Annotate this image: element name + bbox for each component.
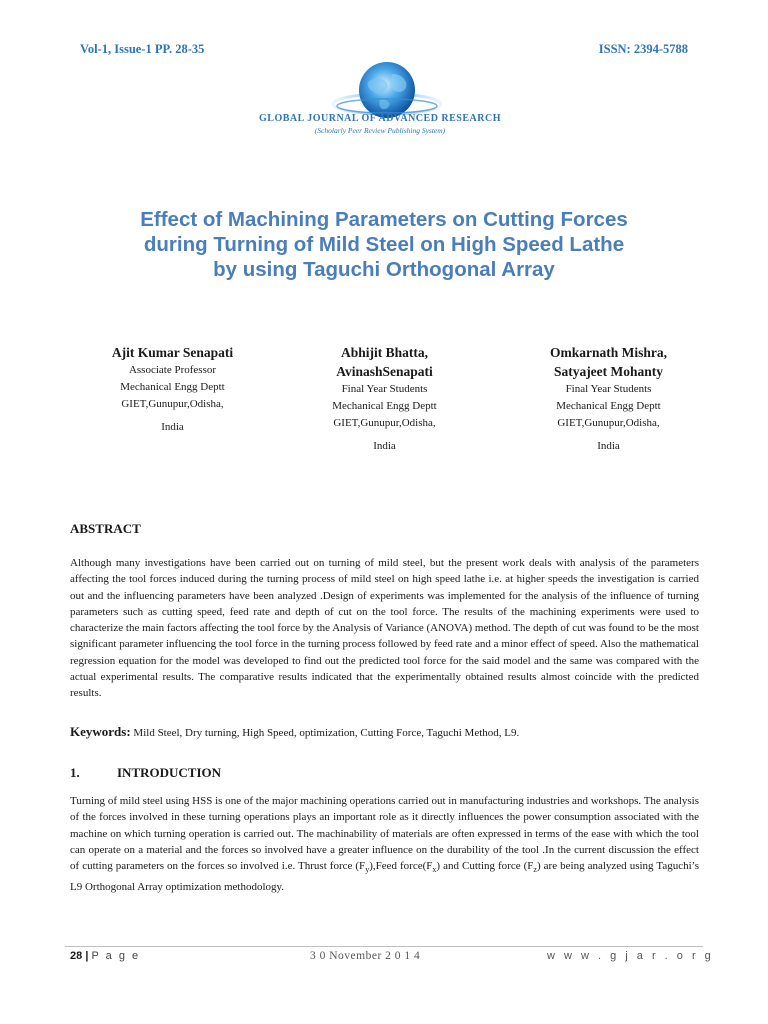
author-affiliation: GIET,Gunupur,Odisha, xyxy=(121,398,224,410)
subscript: z xyxy=(533,865,537,875)
intro-text-part: ) and Cutting force (F xyxy=(436,860,534,873)
title-line: by using Taguchi Orthogonal Array xyxy=(213,258,555,281)
author-affiliation: Final Year Students xyxy=(341,383,428,395)
author-affiliation: Associate Professor xyxy=(128,364,217,376)
page-word: P a g e xyxy=(91,950,141,962)
section-number: 1. xyxy=(70,765,80,780)
keywords xyxy=(70,724,710,740)
subscript: y xyxy=(365,865,370,875)
author-affiliation: GIET,Gunupur,Odisha, xyxy=(333,417,436,429)
introduction-heading xyxy=(70,765,221,781)
intro-text-part: ) are being analyzed using Taguchi’s L9 Orthogonal Array optimization methodology. xyxy=(70,860,699,893)
author-name: Satyajeet Mohanty xyxy=(553,364,664,379)
author-affiliation: Mechanical Engg Deptt xyxy=(332,400,437,412)
subscript: x xyxy=(432,865,437,875)
abstract-text: Although many investigations have been carried out on turning of mild steel, but the present work deals with analysis of the parameters affecting the tool forces induced during the turning process of mild steel on high speed lathe i.e. at higher speeds the investigation is carried out and the influencing parameters have been analyzed .Design of experiments was implemented for the analysis of the influence of turning parameters such as cutting speed, feed rate and depth of cut on the tool force. The results of the machining experiments were used to characterize the main factors affecting the tool force by the Analysis of Variance (ANOVA) method. The depth of cut was found to be the most significant parameter influencing the tool force in the turning process followed by feed rate and a minor effect of speed. Also the mathematical regression equation for the model was developed to find out the predicted tool force for the said model and the same was compared with the actual experimental results. The comparative results indicated that the experimentally obtained results almost coincide with the predicted results. xyxy=(70,557,699,700)
journal-logo xyxy=(205,58,565,136)
page-number xyxy=(70,950,140,962)
author-affiliation: Final Year Students xyxy=(565,383,652,395)
author-name: Ajit Kumar Senapati xyxy=(111,345,234,360)
paper-title xyxy=(60,207,708,282)
author-country: India xyxy=(373,440,396,452)
keywords-label: Keywords: xyxy=(70,724,131,739)
journal-issn: ISSN: 2394-5788 xyxy=(598,42,688,56)
abstract-heading: ABSTRACT xyxy=(70,521,141,536)
author-name: AvinashSenapati xyxy=(336,364,433,379)
page-num: 28 xyxy=(70,950,83,962)
author-block-2 xyxy=(272,343,497,455)
author-block-3 xyxy=(496,343,721,455)
introduction-text xyxy=(70,793,699,895)
author-block-1 xyxy=(60,343,285,436)
author-affiliation: GIET,Gunupur,Odisha, xyxy=(557,417,660,429)
keywords-text: Mild Steel, Dry turning, High Speed, optimization, Cutting Force, Taguchi Method, L9. xyxy=(133,727,520,739)
author-country: India xyxy=(597,440,620,452)
author-affiliation: Mechanical Engg Deptt xyxy=(120,381,225,393)
journal-volume: Vol-1, Issue-1 PP. 28-35 xyxy=(80,42,205,56)
author-name: Abhijit Bhatta, xyxy=(340,345,428,360)
page-separator: | xyxy=(85,950,89,962)
journal-name: GLOBAL JOURNAL OF ADVANCED RESEARCH xyxy=(259,113,501,124)
website-link[interactable]: w w w . g j a r . o r g xyxy=(547,950,714,962)
intro-text-part: ),Feed force(F xyxy=(369,860,433,873)
author-affiliation: Mechanical Engg Deptt xyxy=(556,400,661,412)
author-country: India xyxy=(161,421,184,433)
publication-date: 3 0 November 2 0 1 4 xyxy=(310,950,421,962)
section-title: INTRODUCTION xyxy=(117,765,222,780)
title-line: Effect of Machining Parameters on Cutting Forces xyxy=(140,208,628,231)
title-line: during Turning of Mild Steel on High Speed Lathe xyxy=(143,233,625,256)
author-name: Omkarnath Mishra, xyxy=(549,345,667,360)
intro-text-part: Turning of mild steel using HSS is one of the major machining operations carried out in manufacturing industries and workshops. The analysis of the forces involved in these turning operations plays an important role as it directly influences the power consumption associated with the machine on which turning operation is carried out. The machinability of materials are often expressed in terms of the ease with which the tool can operate on a material and the forces so involved have a greater influence on the durability of the tool .In the current discussion the effect of cutting parameters on the forces so involved i.e. Thrust force (F xyxy=(70,795,699,873)
footer-divider xyxy=(65,946,703,947)
journal-subtitle: (Scholarly Peer Review Publishing System) xyxy=(314,126,446,135)
